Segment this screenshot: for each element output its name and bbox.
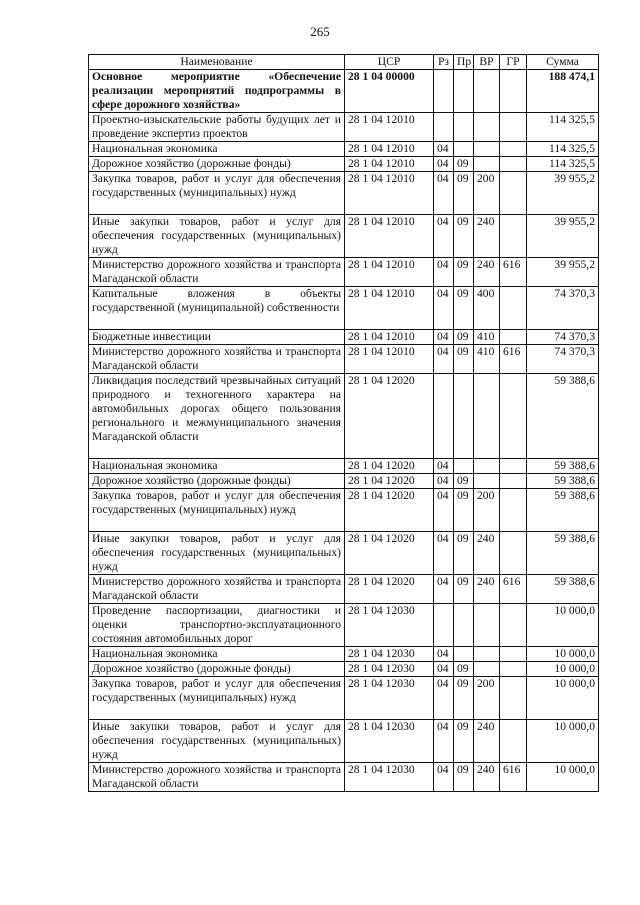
row-rz: 04 — [434, 215, 454, 258]
row-csr: 28 1 04 12030 — [345, 647, 434, 662]
row-name: Министерство дорожного хозяйства и транспорта Магаданской области — [89, 575, 345, 604]
row-csr: 28 1 04 12010 — [345, 157, 434, 172]
row-pr — [454, 70, 474, 113]
row-vr — [474, 374, 500, 459]
row-name: Иные закупки товаров, работ и услуг для обеспечения государственных (муниципальных) нужд — [89, 215, 345, 258]
row-pr: 09 — [454, 677, 474, 720]
row-csr: 28 1 04 12010 — [345, 258, 434, 287]
row-name: Национальная экономика — [89, 142, 345, 157]
table-row — [89, 677, 599, 720]
table-row — [89, 647, 599, 662]
row-name: Дорожное хозяйство (дорожные фонды) — [89, 474, 345, 489]
row-pr: 09 — [454, 287, 474, 330]
table-row — [89, 70, 599, 113]
row-pr: 09 — [454, 720, 474, 763]
row-pr — [454, 374, 474, 459]
row-vr — [474, 604, 500, 647]
row-csr: 28 1 04 12020 — [345, 459, 434, 474]
row-sum: 39 955,2 — [527, 215, 599, 258]
row-rz — [434, 70, 454, 113]
row-gr — [500, 142, 527, 157]
row-sum: 114 325,5 — [527, 113, 599, 142]
row-vr: 400 — [474, 287, 500, 330]
row-name: Национальная экономика — [89, 459, 345, 474]
row-name: Бюджетные инвестиции — [89, 330, 345, 345]
row-name: Министерство дорожного хозяйства и транспорта Магаданской области — [89, 345, 345, 374]
row-sum: 59 388,6 — [527, 575, 599, 604]
row-pr — [454, 459, 474, 474]
row-csr: 28 1 04 12030 — [345, 720, 434, 763]
table-row — [89, 157, 599, 172]
header-csr: ЦСР — [345, 55, 434, 70]
header-rz: Рз — [434, 55, 454, 70]
row-vr: 410 — [474, 345, 500, 374]
header-sum: Сумма — [527, 55, 599, 70]
row-sum: 10 000,0 — [527, 662, 599, 677]
table-row — [89, 474, 599, 489]
row-vr: 200 — [474, 489, 500, 532]
row-pr: 09 — [454, 215, 474, 258]
row-sum: 59 388,6 — [527, 532, 599, 575]
row-sum: 59 388,6 — [527, 459, 599, 474]
header-name: Наименование — [89, 55, 345, 70]
table-row — [89, 489, 599, 532]
row-csr: 28 1 04 12020 — [345, 532, 434, 575]
budget-table — [88, 54, 599, 792]
row-sum: 74 370,3 — [527, 287, 599, 330]
row-sum: 188 474,1 — [527, 70, 599, 113]
table-row — [89, 662, 599, 677]
row-sum: 10 000,0 — [527, 720, 599, 763]
row-name: Проектно-изыскательские работы будущих лет и проведение экспертиз проектов — [89, 113, 345, 142]
row-pr: 09 — [454, 489, 474, 532]
row-rz: 04 — [434, 330, 454, 345]
row-pr — [454, 604, 474, 647]
row-gr — [500, 532, 527, 575]
row-vr — [474, 647, 500, 662]
row-gr — [500, 215, 527, 258]
row-name: Основное мероприятие «Обеспечение реализации мероприятий подпрограммы в сфере дорожного хозяйства» — [89, 70, 345, 113]
row-name: Проведение паспортизации, диагностики и оценки транспортно-эксплуатационного состояния автомобильных дорог — [89, 604, 345, 647]
table-row — [89, 532, 599, 575]
row-vr — [474, 459, 500, 474]
row-pr — [454, 113, 474, 142]
row-vr — [474, 70, 500, 113]
row-pr: 09 — [454, 474, 474, 489]
row-rz: 04 — [434, 345, 454, 374]
row-name: Министерство дорожного хозяйства и транспорта Магаданской области — [89, 763, 345, 792]
row-csr: 28 1 04 12030 — [345, 662, 434, 677]
row-csr: 28 1 04 12010 — [345, 172, 434, 215]
page-number: 265 — [310, 24, 330, 39]
row-sum: 39 955,2 — [527, 258, 599, 287]
row-csr: 28 1 04 12010 — [345, 113, 434, 142]
row-gr — [500, 70, 527, 113]
row-gr: 616 — [500, 258, 527, 287]
table-row — [89, 142, 599, 157]
row-pr: 09 — [454, 330, 474, 345]
table-row — [89, 330, 599, 345]
row-rz — [434, 374, 454, 459]
table-row — [89, 575, 599, 604]
row-gr — [500, 647, 527, 662]
row-vr — [474, 662, 500, 677]
table-row — [89, 287, 599, 330]
row-sum: 114 325,5 — [527, 142, 599, 157]
row-pr: 09 — [454, 575, 474, 604]
table-row — [89, 720, 599, 763]
row-vr: 240 — [474, 763, 500, 792]
row-rz: 04 — [434, 677, 454, 720]
table-row — [89, 604, 599, 647]
row-gr — [500, 459, 527, 474]
row-rz: 04 — [434, 647, 454, 662]
row-vr — [474, 157, 500, 172]
row-csr: 28 1 04 12020 — [345, 489, 434, 532]
header-vr: ВР — [474, 55, 500, 70]
row-rz: 04 — [434, 763, 454, 792]
table-row — [89, 113, 599, 142]
row-gr: 616 — [500, 345, 527, 374]
row-name: Дорожное хозяйство (дорожные фонды) — [89, 662, 345, 677]
row-csr: 28 1 04 12010 — [345, 345, 434, 374]
row-sum: 74 370,3 — [527, 345, 599, 374]
row-gr — [500, 474, 527, 489]
row-pr: 09 — [454, 172, 474, 215]
table-header-row — [89, 55, 599, 70]
row-vr: 240 — [474, 720, 500, 763]
row-sum: 114 325,5 — [527, 157, 599, 172]
row-rz: 04 — [434, 720, 454, 763]
row-csr: 28 1 04 12020 — [345, 575, 434, 604]
row-rz: 04 — [434, 287, 454, 330]
row-name: Ликвидация последствий чрезвычайных ситуаций природного и техногенного характера на автомобильных дорогах общего пользования регионального и межмуниципального значения Магаданской области — [89, 374, 345, 459]
row-vr: 200 — [474, 172, 500, 215]
row-csr: 28 1 04 12030 — [345, 677, 434, 720]
row-vr: 240 — [474, 575, 500, 604]
row-rz: 04 — [434, 575, 454, 604]
table-row — [89, 258, 599, 287]
row-csr: 28 1 04 12030 — [345, 604, 434, 647]
row-gr — [500, 113, 527, 142]
row-csr: 28 1 04 12020 — [345, 374, 434, 459]
row-pr: 09 — [454, 532, 474, 575]
row-sum: 10 000,0 — [527, 763, 599, 792]
table-row — [89, 215, 599, 258]
row-name: Национальная экономика — [89, 647, 345, 662]
row-gr — [500, 157, 527, 172]
row-sum: 39 955,2 — [527, 172, 599, 215]
row-pr: 09 — [454, 258, 474, 287]
row-gr — [500, 604, 527, 647]
row-gr — [500, 662, 527, 677]
row-gr — [500, 374, 527, 459]
table-row — [89, 763, 599, 792]
row-name: Закупка товаров, работ и услуг для обеспечения государственных (муниципальных) нужд — [89, 172, 345, 215]
header-gr: ГР — [500, 55, 527, 70]
row-gr — [500, 677, 527, 720]
row-sum: 10 000,0 — [527, 604, 599, 647]
table-row — [89, 345, 599, 374]
row-vr — [474, 474, 500, 489]
row-vr — [474, 142, 500, 157]
row-rz: 04 — [434, 157, 454, 172]
row-sum: 59 388,6 — [527, 474, 599, 489]
row-pr: 09 — [454, 763, 474, 792]
row-vr — [474, 113, 500, 142]
row-gr — [500, 720, 527, 763]
row-rz: 04 — [434, 172, 454, 215]
row-vr: 240 — [474, 532, 500, 575]
row-name: Иные закупки товаров, работ и услуг для обеспечения государственных (муниципальных) нужд — [89, 720, 345, 763]
row-rz: 04 — [434, 662, 454, 677]
row-csr: 28 1 04 12010 — [345, 215, 434, 258]
table-row — [89, 374, 599, 459]
row-rz: 04 — [434, 489, 454, 532]
row-csr: 28 1 04 12010 — [345, 330, 434, 345]
table-row — [89, 459, 599, 474]
row-rz: 04 — [434, 474, 454, 489]
row-sum: 10 000,0 — [527, 677, 599, 720]
row-rz: 04 — [434, 142, 454, 157]
row-rz: 04 — [434, 532, 454, 575]
row-vr: 200 — [474, 677, 500, 720]
row-csr: 28 1 04 00000 — [345, 70, 434, 113]
row-sum: 10 000,0 — [527, 647, 599, 662]
row-pr — [454, 647, 474, 662]
row-csr: 28 1 04 12010 — [345, 142, 434, 157]
row-vr: 410 — [474, 330, 500, 345]
row-name: Закупка товаров, работ и услуг для обеспечения государственных (муниципальных) нужд — [89, 677, 345, 720]
row-gr — [500, 287, 527, 330]
row-name: Иные закупки товаров, работ и услуг для обеспечения государственных (муниципальных) нужд — [89, 532, 345, 575]
row-sum: 59 388,6 — [527, 374, 599, 459]
row-sum: 59 388,6 — [527, 489, 599, 532]
row-rz: 04 — [434, 258, 454, 287]
row-vr: 240 — [474, 215, 500, 258]
row-csr: 28 1 04 12010 — [345, 287, 434, 330]
row-rz: 04 — [434, 459, 454, 474]
row-name: Министерство дорожного хозяйства и транспорта Магаданской области — [89, 258, 345, 287]
row-csr: 28 1 04 12020 — [345, 474, 434, 489]
row-name: Дорожное хозяйство (дорожные фонды) — [89, 157, 345, 172]
row-sum: 74 370,3 — [527, 330, 599, 345]
row-pr: 09 — [454, 157, 474, 172]
row-gr — [500, 330, 527, 345]
row-gr — [500, 489, 527, 532]
row-pr — [454, 142, 474, 157]
row-rz — [434, 113, 454, 142]
row-name: Капитальные вложения в объекты государственной (муниципальной) собственности — [89, 287, 345, 330]
row-vr: 240 — [474, 258, 500, 287]
row-csr: 28 1 04 12030 — [345, 763, 434, 792]
row-gr: 616 — [500, 763, 527, 792]
row-name: Закупка товаров, работ и услуг для обеспечения государственных (муниципальных) нужд — [89, 489, 345, 532]
row-rz — [434, 604, 454, 647]
table-row — [89, 172, 599, 215]
row-pr: 09 — [454, 662, 474, 677]
row-gr: 616 — [500, 575, 527, 604]
row-pr: 09 — [454, 345, 474, 374]
row-gr — [500, 172, 527, 215]
header-pr: Пр — [454, 55, 474, 70]
